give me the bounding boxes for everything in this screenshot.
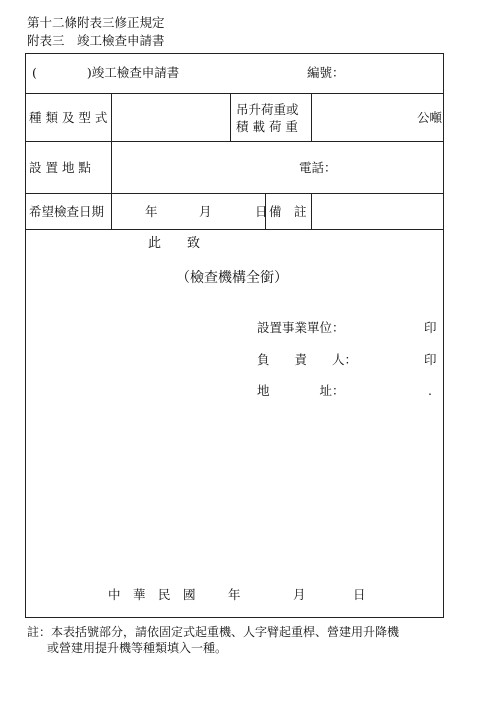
remarks-field[interactable] bbox=[313, 196, 441, 227]
tonnage-unit: 公噸 bbox=[417, 110, 443, 125]
salutation: 此 致 bbox=[148, 236, 201, 251]
footnote-line-1: 註：本表括號部分，請依固定式起重機、人字臂起重桿、營建用升降機 bbox=[27, 625, 400, 639]
desired-inspection-date-label: 希望檢查日期 bbox=[29, 204, 105, 219]
responsible-seal-mark: 印 bbox=[424, 352, 437, 367]
carrying-load-label: 積 載 荷 重 bbox=[236, 119, 298, 134]
business-unit-field[interactable] bbox=[347, 318, 419, 336]
footer-month-label: 月 bbox=[293, 587, 306, 602]
form-title: 附表三 竣工檢查申請書 bbox=[27, 33, 165, 48]
load-capacity-field[interactable] bbox=[313, 96, 413, 139]
installation-location-label: 設 置 地 點 bbox=[29, 160, 91, 175]
inspection-agency: （檢查機構全銜） bbox=[176, 270, 288, 286]
month-label: 月 bbox=[199, 204, 212, 219]
footnote-line-2: 或營建用提升機等種類填入一種。 bbox=[47, 641, 228, 655]
type-and-model-field[interactable] bbox=[113, 96, 228, 139]
address-label: 地 址： bbox=[257, 383, 345, 398]
application-heading: ( )竣工檢查申請書 bbox=[32, 65, 180, 80]
column-divider bbox=[230, 93, 231, 141]
phone-label: 電話： bbox=[299, 160, 337, 175]
responsible-person-field[interactable] bbox=[347, 350, 419, 368]
serial-number-label: 編號： bbox=[307, 65, 345, 80]
remarks-label: 備 註 bbox=[269, 204, 307, 219]
footer-day-label: 日 bbox=[353, 587, 366, 602]
year-label: 年 bbox=[145, 204, 158, 219]
type-and-model-label: 種 類 及 型 式 bbox=[29, 110, 108, 125]
day-label: 日 bbox=[255, 204, 268, 219]
responsible-person-label: 負 責 人： bbox=[257, 352, 358, 367]
phone-field[interactable] bbox=[340, 156, 440, 176]
installation-location-field[interactable] bbox=[113, 144, 293, 191]
row-divider bbox=[25, 229, 444, 230]
column-divider bbox=[311, 193, 312, 229]
serial-number-field[interactable] bbox=[348, 64, 438, 82]
column-divider bbox=[311, 93, 312, 141]
footer-year-label: 年 bbox=[228, 587, 241, 602]
column-divider bbox=[111, 93, 112, 229]
row-divider bbox=[25, 141, 444, 142]
unit-seal-mark: 印 bbox=[424, 320, 437, 335]
address-end-mark: . bbox=[428, 383, 432, 398]
regulation-title: 第十二條附表三修正規定 bbox=[27, 15, 165, 30]
row-divider bbox=[25, 193, 444, 194]
business-unit-label: 設置事業單位： bbox=[257, 320, 345, 335]
inspection-date-field[interactable] bbox=[113, 196, 263, 227]
roc-era-label: 中 華 民 國 bbox=[108, 587, 196, 602]
address-field[interactable] bbox=[347, 381, 419, 399]
row-divider bbox=[25, 93, 444, 94]
lifting-load-label: 吊升荷重或 bbox=[236, 102, 299, 117]
